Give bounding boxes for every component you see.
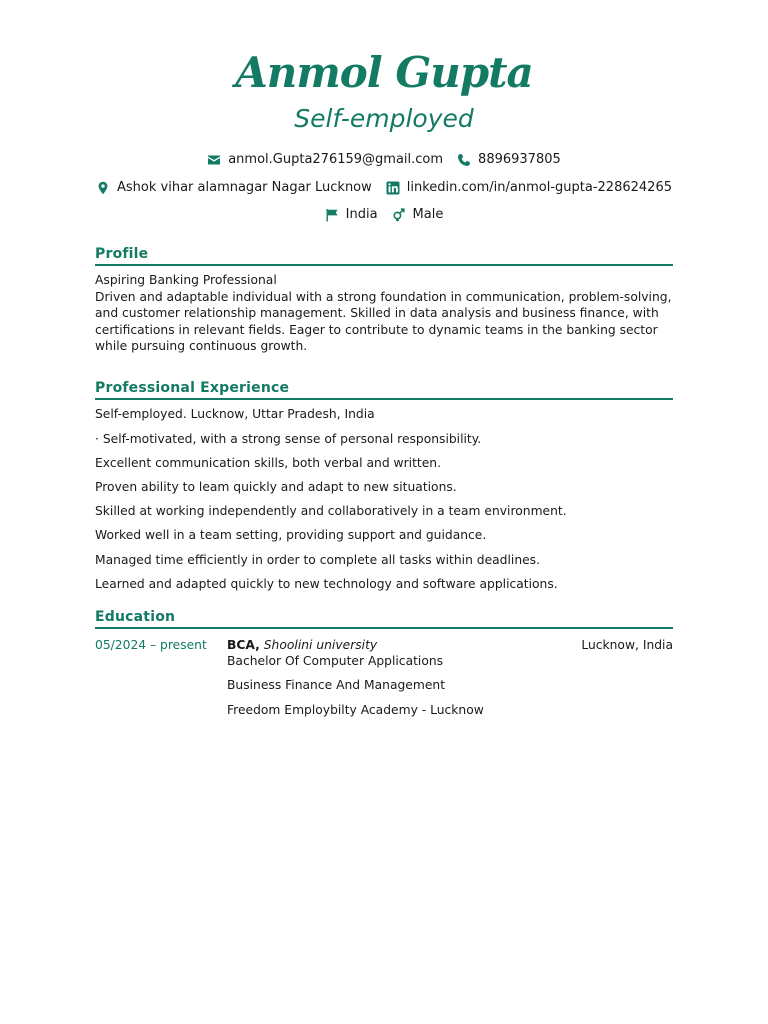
linkedin-text: linkedin.com/in/anmol-gupta-228624265 bbox=[406, 180, 672, 195]
phone-text: 8896937805 bbox=[478, 152, 561, 167]
experience-line: Excellent communication skills, both verbal and written. bbox=[95, 456, 441, 470]
education-location: Lucknow, India bbox=[581, 638, 673, 652]
profile-headline: Aspiring Banking Professional bbox=[95, 273, 277, 287]
contact-linkedin[interactable] bbox=[386, 180, 672, 195]
job-title: Self-employed bbox=[294, 104, 474, 133]
address-text: Ashok vihar alamnagar Nagar Lucknow bbox=[117, 180, 372, 195]
experience-line: Proven ability to leam quickly and adapt to new situations. bbox=[95, 480, 457, 494]
flag-icon bbox=[325, 208, 339, 222]
section-title-experience: Professional Experience bbox=[95, 380, 673, 400]
education-date: 05/2024 – present bbox=[95, 638, 207, 652]
contact-address bbox=[96, 180, 372, 195]
education-detail: Business Finance And Management bbox=[227, 678, 446, 692]
contact-line-2 bbox=[0, 180, 768, 195]
email-text: anmol.Gupta276159@gmail.com bbox=[228, 152, 444, 167]
section-title-education: Education bbox=[95, 609, 673, 629]
gender-icon bbox=[392, 208, 406, 222]
contact-line-3 bbox=[0, 207, 768, 222]
section-title-profile: Profile bbox=[95, 246, 673, 266]
experience-line: Learned and adapted quickly to new technology and software applications. bbox=[95, 577, 558, 591]
linkedin-icon bbox=[386, 181, 400, 195]
contact-country bbox=[325, 207, 378, 222]
contact-gender bbox=[392, 207, 444, 222]
experience-line: Skilled at working independently and collaboratively in a team environment. bbox=[95, 504, 567, 518]
experience-line: Managed time efficiently in order to complete all tasks within deadlines. bbox=[95, 553, 540, 567]
contact-email[interactable] bbox=[207, 152, 443, 167]
experience-line: Worked well in a team setting, providing support and guidance. bbox=[95, 528, 487, 542]
gender-text: Male bbox=[412, 207, 444, 222]
education-detail: Freedom Employbilty Academy - Lucknow bbox=[227, 703, 484, 717]
country-text: India bbox=[345, 207, 378, 222]
education-degree: BCA, bbox=[227, 638, 260, 652]
contact-line-1 bbox=[0, 152, 768, 167]
profile-summary: Driven and adaptable individual with a strong foundation in communication, problem-solving, and customer relationship management. Skilled in data analysis and business finance, with certifications in relevant fields. Eager to contribute to dynamic teams in the banking sector while pursuing continuous growth. bbox=[95, 290, 672, 353]
map-pin-icon bbox=[96, 181, 110, 195]
experience-line: · Self-motivated, with a strong sense of personal responsibility. bbox=[95, 432, 482, 446]
phone-icon bbox=[457, 153, 471, 167]
education-degree-line bbox=[227, 637, 377, 653]
education-school: Shoolini university bbox=[263, 638, 378, 652]
education-detail: Bachelor Of Computer Applications bbox=[227, 654, 444, 668]
envelope-icon bbox=[207, 153, 221, 167]
experience-line: Self-employed. Lucknow, Uttar Pradesh, India bbox=[95, 407, 375, 421]
contact-phone[interactable] bbox=[457, 152, 561, 167]
candidate-name: Anmol Gupta bbox=[235, 48, 533, 97]
